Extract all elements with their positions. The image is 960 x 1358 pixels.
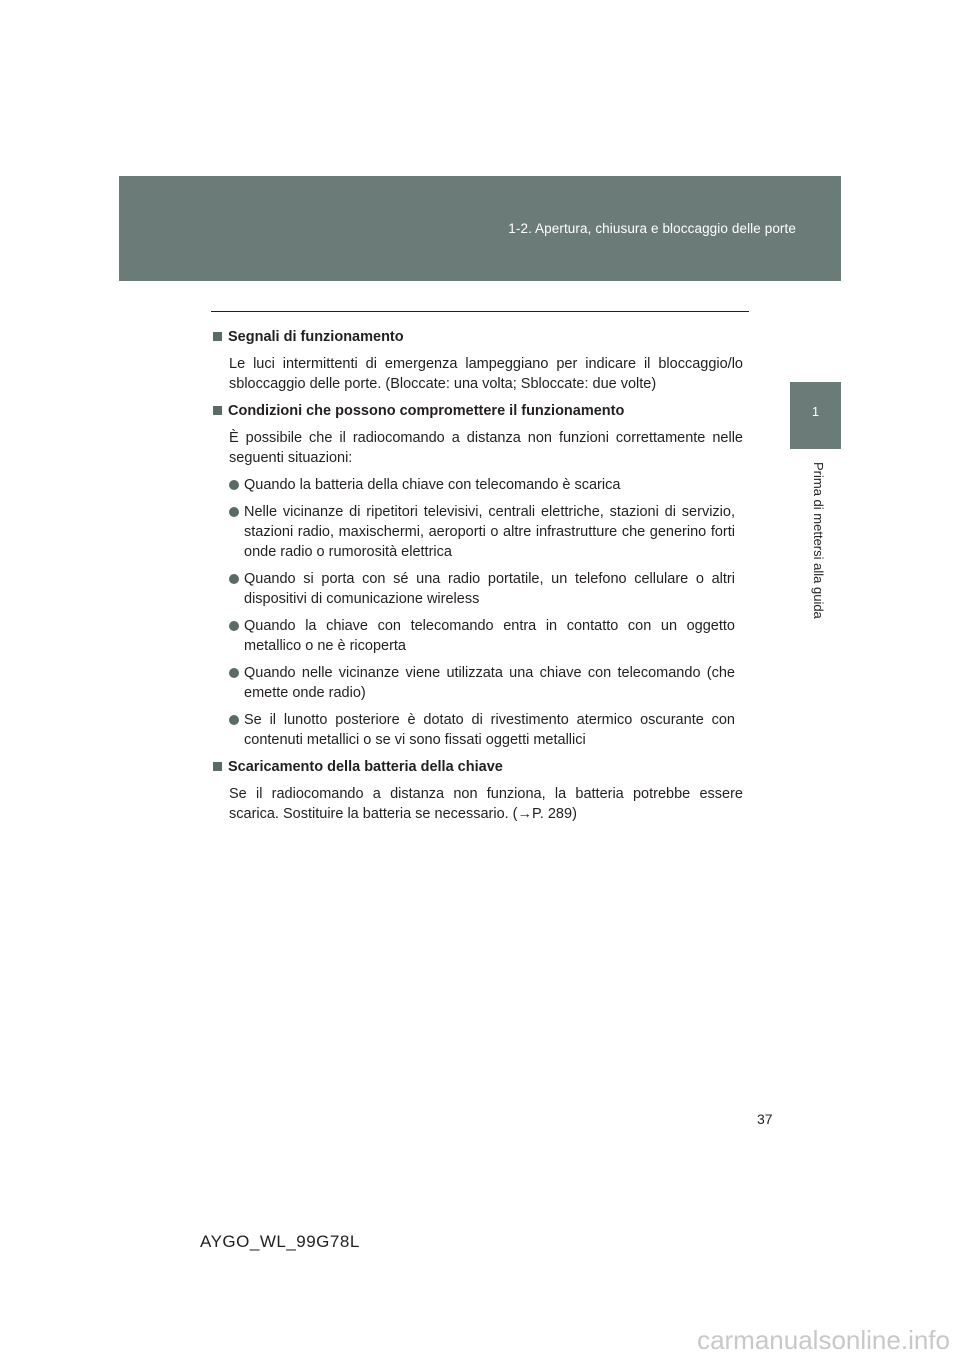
section-heading	[213, 757, 743, 777]
document-code: AYGO_WL_99G78L	[200, 1232, 360, 1251]
chapter-label: Prima di mettersi alla guida	[811, 462, 826, 619]
top-rule	[211, 311, 749, 312]
header-band	[119, 176, 841, 281]
chapter-number: 1	[811, 404, 820, 419]
section-heading	[213, 327, 743, 347]
list-item-text: Quando la chiave con telecomando entra in contatto con un oggetto metallico o ne è ricoperta	[244, 618, 735, 654]
list-item-text: Quando si porta con sé una radio portatile, un telefono cellulare o altri dispositivi di comunicazione wireless	[244, 571, 735, 607]
circle-bullet-icon	[229, 621, 239, 631]
list-item	[229, 710, 743, 750]
list-item	[229, 475, 743, 495]
circle-bullet-icon	[229, 480, 239, 490]
heading-text: Scaricamento della batteria della chiave	[228, 759, 503, 775]
circle-bullet-icon	[229, 715, 239, 725]
square-bullet-icon	[213, 406, 222, 415]
list-item-text: Quando nelle vicinanze viene utilizzata una chiave con telecomando (che emette onde radio)	[244, 665, 735, 701]
page-number: 37	[757, 1111, 773, 1127]
list-item	[229, 616, 743, 656]
square-bullet-icon	[213, 762, 222, 771]
list-item-text: Nelle vicinanze di ripetitori televisivi, centrali elettriche, stazioni di servizio, stazioni radio, maxischermi, aeroporti o altre infrastrutture che generino forti onde radio o rumorosità elettrica	[244, 504, 735, 560]
paragraph: Se il radiocomando a distanza non funziona, la batteria potrebbe essere scarica. Sostituire la batteria se necessario. (→P. 289)	[229, 786, 743, 822]
paragraph: È possibile che il radiocomando a distanza non funzioni correttamente nelle seguenti situazioni:	[229, 430, 743, 466]
watermark[interactable]: carmanualsonline.info	[697, 1325, 950, 1355]
list-item-text: Quando la batteria della chiave con telecomando è scarica	[244, 477, 621, 493]
chapter-tab	[790, 382, 841, 449]
section-heading	[213, 401, 743, 421]
list-item	[229, 502, 743, 562]
heading-text: Condizioni che possono compromettere il funzionamento	[228, 403, 625, 419]
circle-bullet-icon	[229, 668, 239, 678]
paragraph: Le luci intermittenti di emergenza lampeggiano per indicare il bloccaggio/lo sbloccaggio delle porte. (Bloccate: una volta; Sbloccate: due volte)	[229, 356, 743, 392]
circle-bullet-icon	[229, 574, 239, 584]
section-title: 1-2. Apertura, chiusura e bloccaggio delle porte	[508, 221, 796, 236]
circle-bullet-icon	[229, 507, 239, 517]
square-bullet-icon	[213, 332, 222, 341]
list-item	[229, 663, 743, 703]
page-content	[213, 327, 743, 831]
heading-text: Segnali di funzionamento	[228, 329, 404, 345]
list-item-text: Se il lunotto posteriore è dotato di rivestimento atermico oscurante con contenuti metallici o se vi sono fissati oggetti metallici	[244, 712, 735, 748]
list-item	[229, 569, 743, 609]
